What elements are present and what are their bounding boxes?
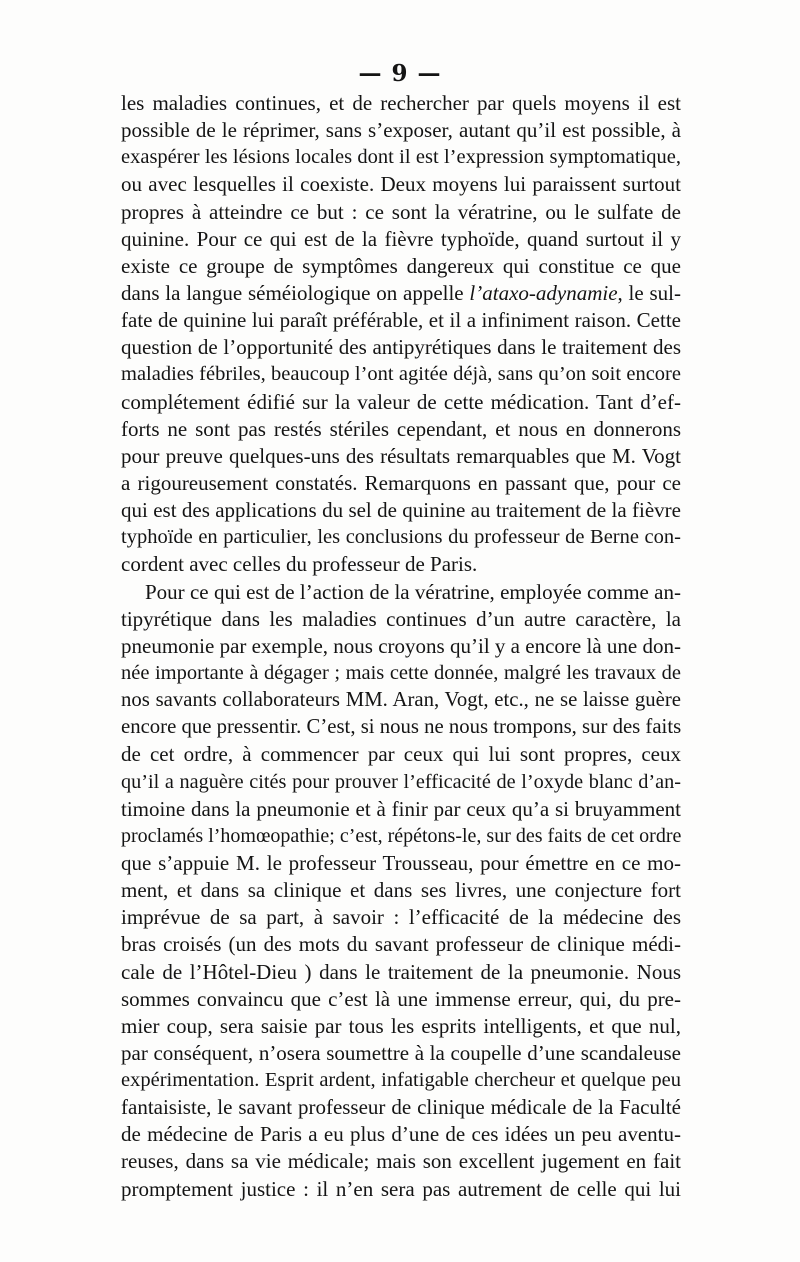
- text-line: a rigoureusement constatés. Remarquons en passant que, pour ce: [121, 470, 681, 495]
- text-line: expérimentation. Esprit ardent, infatigable chercheur et quelque peu: [121, 1069, 681, 1092]
- text-line: qu’il a naguère cités pour prouver l’efficacité de l’oxyde blanc d’an-: [121, 770, 681, 793]
- text-line: fantaisiste, le savant professeur de clinique médicale de la Faculté: [121, 1095, 681, 1120]
- text-line: ment, et dans sa clinique et dans ses livres, une conjecture fort: [121, 878, 681, 903]
- text-line: complétement édifié sur la valeur de cette médication. Tant d’ef-: [121, 389, 681, 414]
- body-text: [121, 90, 681, 1203]
- text-line: existe ce groupe de symptômes dangereux qui constitue ce que: [121, 253, 681, 278]
- paragraph-end-line: cordent avec celles du professeur de Paris.: [121, 552, 478, 577]
- text-line: question de l’opportunité des antipyrétiques dans le traitement des: [121, 335, 681, 360]
- text-run: dans la langue séméiologique on appelle: [121, 280, 470, 305]
- text-line: nos savants collaborateurs MM. Aran, Vogt, etc., ne se laisse guère: [121, 689, 681, 712]
- text-line: possible de le réprimer, sans s’exposer, autant qu’il est possible, à: [121, 118, 681, 143]
- text-line: les maladies continues, et de rechercher par quels moyens il est: [121, 91, 681, 115]
- text-line: promptement justice : il n’en sera pas autrement de celle qui lui: [121, 1176, 681, 1201]
- text-line: timoine dans la pneumonie et à finir par ceux qu’a si bruyamment: [121, 796, 681, 821]
- text-line: pneumonie par exemple, nous croyons qu’il y a encore là une don-: [121, 633, 681, 658]
- text-line: encore que pressentir. C’est, si nous ne nous trompons, sur des faits: [121, 716, 682, 739]
- text-line: ou avec lesquelles il coexiste. Deux moyens lui paraissent surtout: [121, 172, 681, 197]
- text-run: , le sul-: [617, 280, 681, 305]
- text-line: forts ne sont pas restés stériles cependant, et nous en donnerons: [121, 416, 681, 441]
- text-line: mier coup, sera saisie par tous les esprits intelligents, et que nul,: [121, 1013, 681, 1038]
- text-line: par conséquent, n’osera soumettre à la coupelle d’une scandaleuse: [121, 1040, 681, 1065]
- text-line: pour preuve quelques-uns des résultats remarquables que M. Vogt: [121, 443, 681, 468]
- text-line: maladies fébriles, beaucoup l’ont agitée déjà, sans qu’on soit encore: [121, 363, 681, 386]
- text-line: de médecine de Paris a eu plus d’une de ces idées un peu aventu-: [121, 1122, 681, 1147]
- text-line: tipyrétique dans les maladies continues d’un autre caractère, la: [121, 606, 681, 631]
- paragraph-start-line: Pour ce qui est de l’action de la vératrine, employée comme an-: [145, 579, 681, 604]
- italic-term: l’ataxo-adynamie: [469, 280, 618, 305]
- text-line: que s’appuie M. le professeur Trousseau, pour émettre en ce mo-: [121, 850, 681, 875]
- text-line: de cet ordre, à commencer par ceux qui lui sont propres, ceux: [121, 742, 681, 767]
- text-line: proclamés l’homœopathie; c’est, répétons-le, sur des faits de cet ordre: [121, 824, 682, 847]
- text-line: [121, 280, 681, 307]
- text-line: fate de quinine lui paraît préférable, et il a infiniment raison. Cette: [121, 308, 681, 333]
- text-line: imprévue de sa part, à savoir : l’efficacité de la médecine des: [121, 905, 681, 930]
- text-line: bras croisés (un des mots du savant professeur de clinique médi-: [121, 932, 681, 957]
- text-line: quinine. Pour ce qui est de la fièvre typhoïde, quand surtout il y: [121, 226, 681, 251]
- text-line: reuses, dans sa vie médicale; mais son excellent jugement en fait: [121, 1149, 681, 1174]
- text-line: typhoïde en particulier, les conclusions du professeur de Berne con-: [121, 526, 681, 549]
- text-line: propres à atteindre ce but : ce sont la vératrine, ou le sulfate de: [121, 199, 681, 224]
- text-line: exaspérer les lésions locales dont il est l’expression symptomatique,: [121, 146, 681, 169]
- text-line: cale de l’Hôtel-Dieu ) dans le traitement de la pneumonie. Nous: [121, 959, 681, 984]
- text-line: sommes convaincu que c’est là une immense erreur, qui, du pre-: [121, 986, 681, 1011]
- text-line: née importante à dégager ; mais cette donnée, malgré les travaux de: [121, 661, 681, 684]
- page-number: — 9 —: [358, 60, 442, 87]
- text-line: qui est des applications du sel de quinine au traitement de la fièvre: [121, 498, 681, 523]
